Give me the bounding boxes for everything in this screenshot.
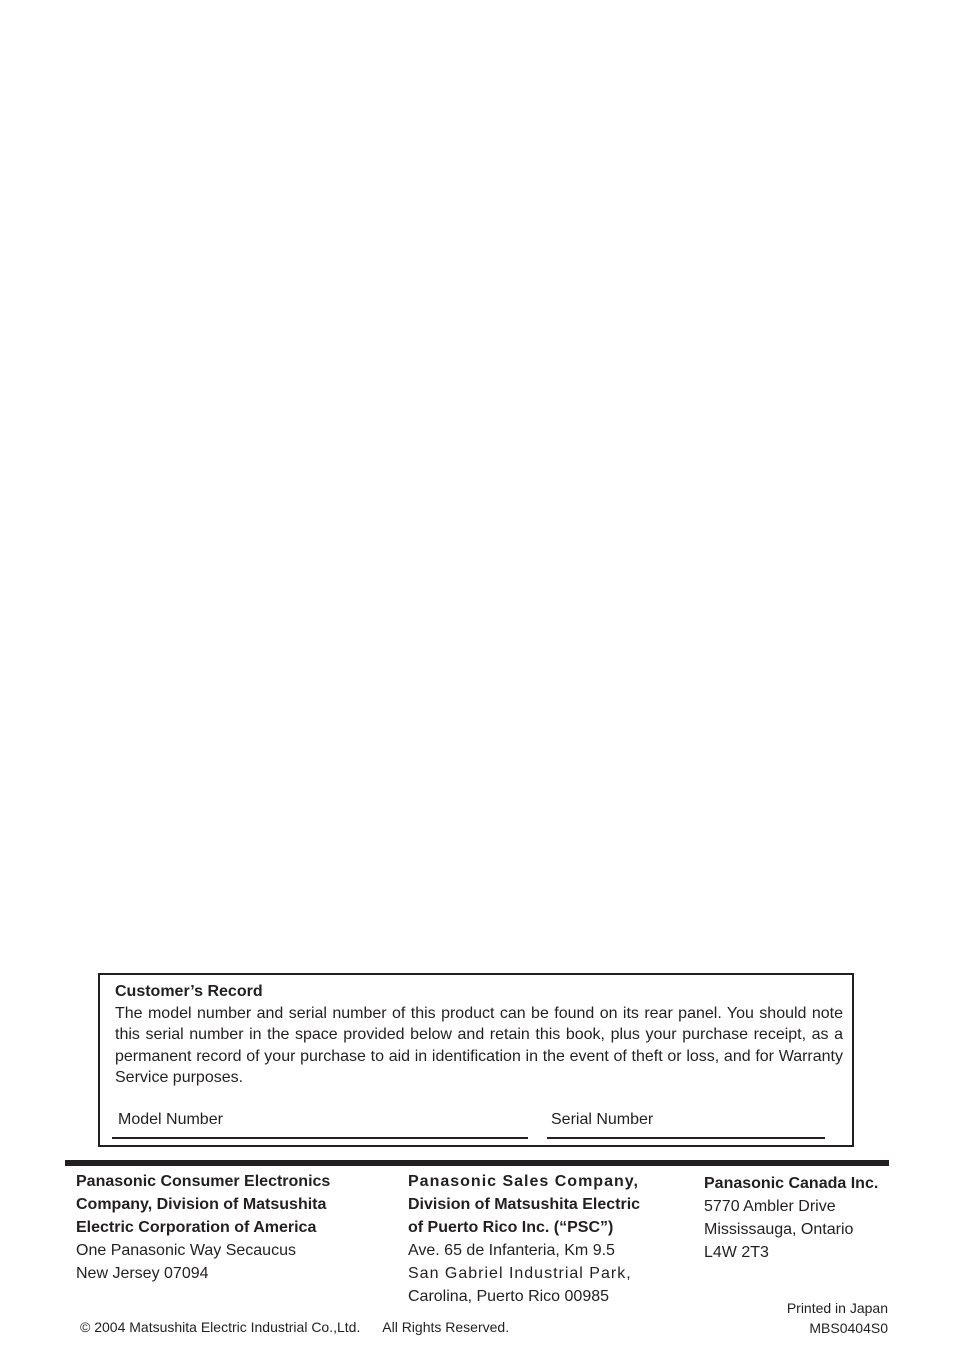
model-number-label: Model Number xyxy=(118,1111,223,1128)
address-ca-line1: Panasonic Canada Inc. xyxy=(704,1175,879,1192)
address-pr-line1: Panasonic Sales Company, xyxy=(408,1173,639,1190)
customers-record-title: Customer’s Record xyxy=(115,983,263,1000)
address-pr-line5: San Gabriel Industrial Park, xyxy=(408,1265,632,1282)
address-us-line3: Electric Corporation of America xyxy=(76,1219,317,1236)
address-pr-line2: Division of Matsushita Electric xyxy=(408,1196,641,1213)
address-ca-line3: Mississauga, Ontario xyxy=(704,1221,854,1238)
customers-record-box xyxy=(98,973,854,1147)
rights-text: All Rights Reserved. xyxy=(382,1319,510,1335)
serial-number-line xyxy=(547,1137,825,1139)
model-number-line xyxy=(112,1137,528,1139)
address-us-line5: New Jersey 07094 xyxy=(76,1265,209,1282)
copyright-icon: © xyxy=(80,1319,91,1335)
address-us xyxy=(76,1170,330,1285)
address-ca-line4: L4W 2T3 xyxy=(704,1244,769,1261)
model-code: MBS0404S0 xyxy=(809,1320,888,1336)
address-pr-line6: Carolina, Puerto Rico 00985 xyxy=(408,1288,610,1305)
address-us-line4: One Panasonic Way Secaucus xyxy=(76,1242,296,1259)
printed-info xyxy=(787,1298,888,1338)
customers-record-body: The model number and serial number of this product can be found on its rear panel. You should note this serial number in the space provided below and retain this book, plus your purchase receipt, as a permanent record of your purchase to aid in identification in the event of theft or loss, and for Warranty Service purposes. xyxy=(115,1005,843,1086)
copyright-text: 2004 Matsushita Electric Industrial Co.,Ltd. xyxy=(94,1319,361,1335)
serial-number-label: Serial Number xyxy=(551,1111,654,1128)
address-us-line2: Company, Division of Matsushita xyxy=(76,1196,327,1213)
copyright-line xyxy=(80,1317,509,1337)
address-us-line1: Panasonic Consumer Electronics xyxy=(76,1173,331,1190)
address-pr-line4: Ave. 65 de Infanteria, Km 9.5 xyxy=(408,1242,615,1259)
divider-rule xyxy=(65,1160,889,1166)
address-pr-line3: of Puerto Rico Inc. (“PSC”) xyxy=(408,1219,614,1236)
address-ca-line2: 5770 Ambler Drive xyxy=(704,1198,836,1215)
address-puerto-rico xyxy=(408,1170,640,1308)
address-canada xyxy=(704,1172,878,1264)
printed-in-japan: Printed in Japan xyxy=(786,1300,888,1316)
